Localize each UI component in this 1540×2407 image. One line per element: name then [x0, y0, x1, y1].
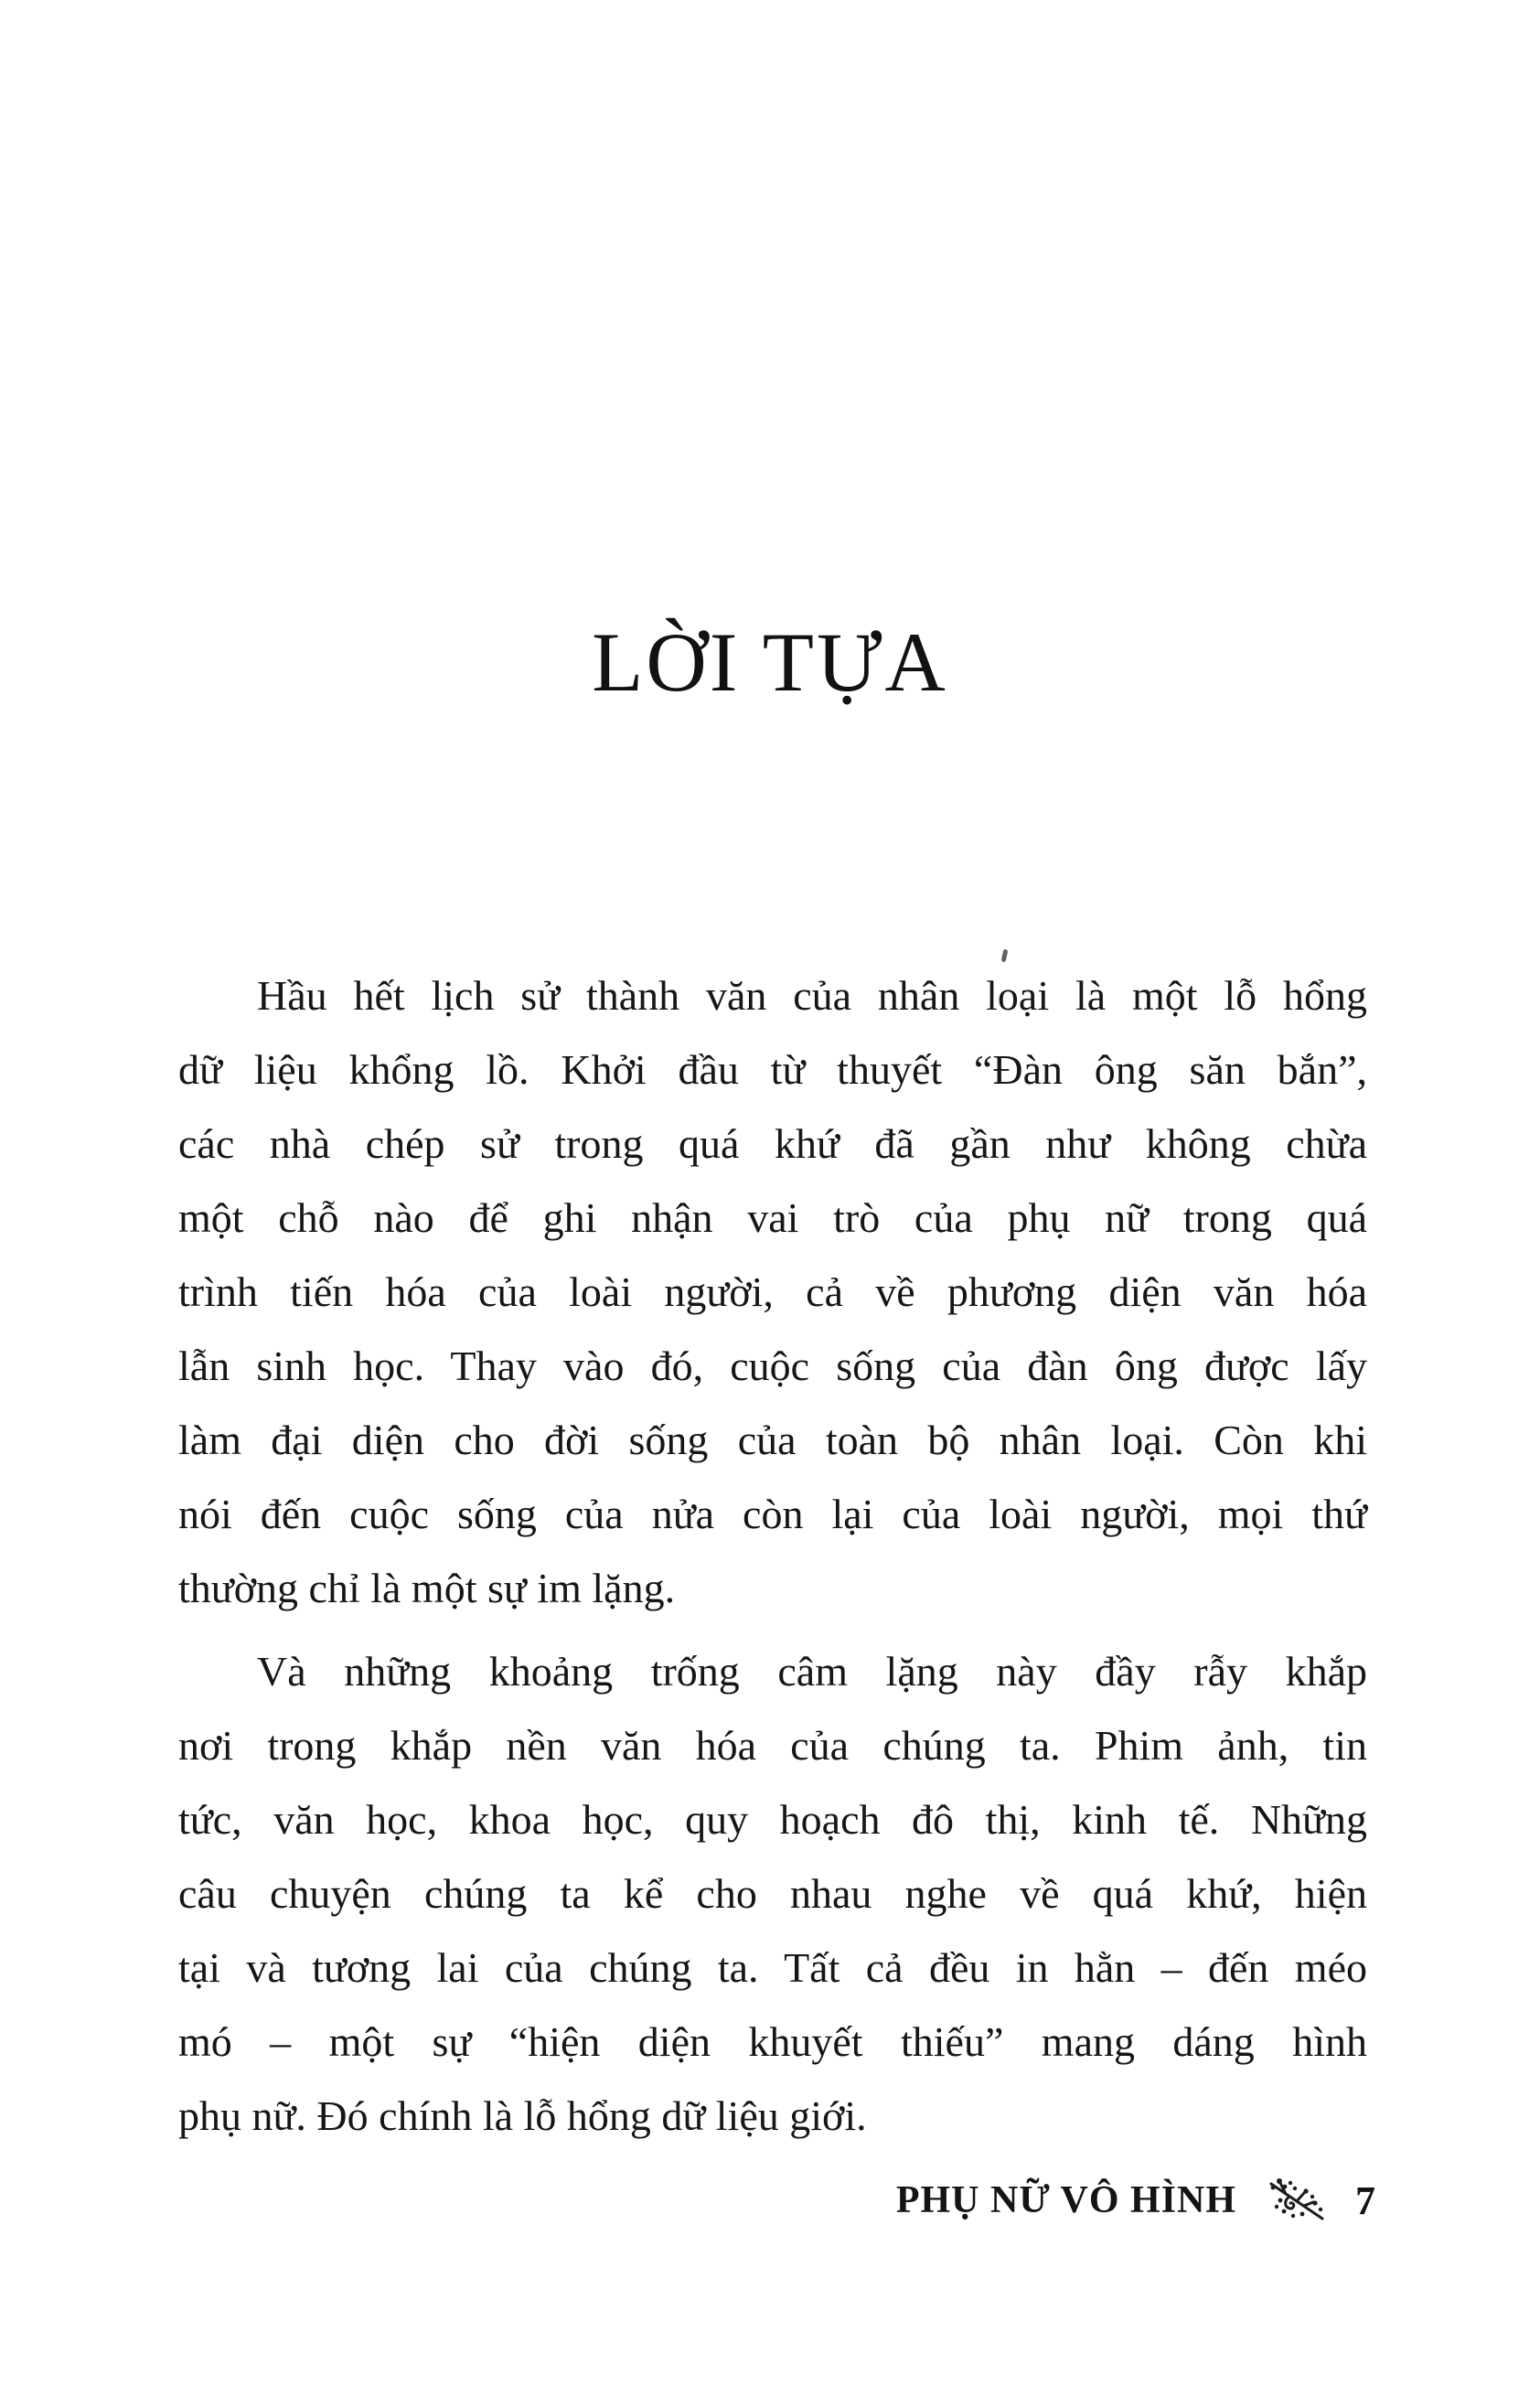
page-title: LỜI TỰA [592, 615, 948, 709]
running-title: PHỤ NỮ VÔ HÌNH [895, 2179, 1236, 2221]
text-line: một chỗ nào để ghi nhận vai trò của phụ nữ trong quá [178, 1194, 1367, 1241]
text-line: mó – một sự “hiện diện khuyết thiếu” mang dáng hình [178, 2018, 1367, 2065]
body-text [178, 958, 1367, 2153]
branch-ornament-icon [1262, 2175, 1330, 2226]
text-line: các nhà chép sử trong quá khứ đã gần như không chừa [178, 1120, 1367, 1167]
text-line: dữ liệu khổng lồ. Khởi đầu từ thuyết “Đàn ông săn bắn”, [178, 1046, 1367, 1093]
text-line: Hầu hết lịch sử thành văn của nhân loại là một lỗ hổng [257, 972, 1367, 1019]
text-line: trình tiến hóa của loài người, cả về phương diện văn hóa [178, 1268, 1367, 1315]
text-line: tức, văn học, khoa học, quy hoạch đô thị, kinh tế. Những [178, 1796, 1367, 1843]
text-line: lẫn sinh học. Thay vào đó, cuộc sống của đàn ông được lấy [178, 1343, 1367, 1389]
text-line: câu chuyện chúng ta kể cho nhau nghe về quá khứ, hiện [178, 1870, 1367, 1917]
text-line: thường chỉ là một sự im lặng. [178, 1565, 676, 1611]
page-footer [896, 2175, 1375, 2226]
text-line: nói đến cuộc sống của nửa còn lại của loài người, mọi thứ [178, 1491, 1367, 1537]
text-line: làm đại diện cho đời sống của toàn bộ nhân loại. Còn khi [178, 1417, 1367, 1463]
text-line: phụ nữ. Đó chính là lỗ hổng dữ liệu giới. [178, 2092, 867, 2139]
text-line: nơi trong khắp nền văn hóa của chúng ta. Phim ảnh, tin [178, 1722, 1367, 1769]
page-number: 7 [1355, 2177, 1375, 2223]
text-line: Và những khoảng trống câm lặng này đầy rẫy khắp [257, 1648, 1367, 1695]
text-line: tại và tương lai của chúng ta. Tất cả đều in hằn – đến méo [178, 1944, 1367, 1991]
